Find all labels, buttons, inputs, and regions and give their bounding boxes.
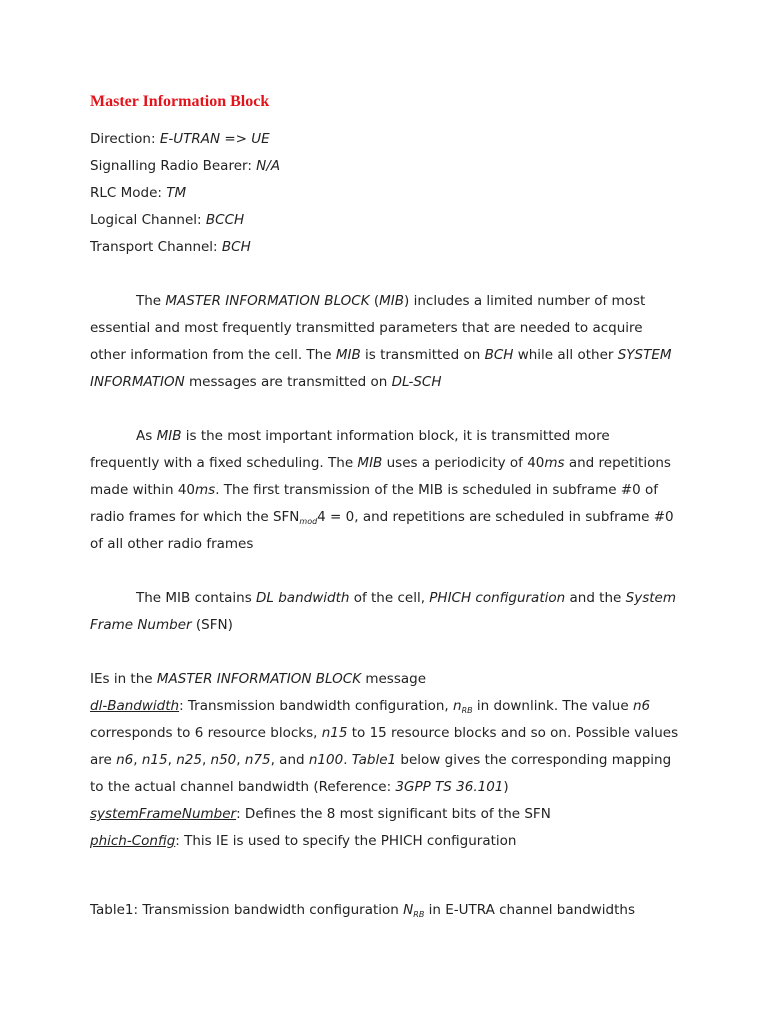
text-italic: DL-SCH bbox=[391, 374, 442, 390]
text: : Defines the 8 most significant bits of the SFN bbox=[236, 806, 551, 822]
rlc-label: RLC Mode: bbox=[90, 185, 167, 201]
text: and the bbox=[565, 590, 626, 606]
paragraph-2-line-4 bbox=[90, 508, 674, 526]
text: , and bbox=[270, 752, 309, 768]
text-italic: MIB bbox=[379, 293, 405, 309]
phich-config-link[interactable]: phich-Config bbox=[90, 833, 176, 849]
text-italic: n6 bbox=[116, 752, 134, 768]
logical-channel-line bbox=[90, 211, 244, 229]
paragraph-2-line-3 bbox=[90, 481, 658, 499]
subscript: RB bbox=[413, 910, 425, 919]
text: radio frames for which the SFN bbox=[90, 509, 300, 525]
paragraph-3-line-2 bbox=[90, 616, 233, 634]
text: frequently with a fixed scheduling. The bbox=[90, 455, 358, 471]
logical-channel-label: Logical Channel: bbox=[90, 212, 206, 228]
text: : This IE is used to specify the PHICH configuration bbox=[175, 833, 517, 849]
text: (SFN) bbox=[191, 617, 233, 633]
text: , bbox=[201, 752, 211, 768]
text: . The first transmission of the MIB is scheduled in subframe #0 of bbox=[215, 482, 659, 498]
text: The MIB contains bbox=[136, 590, 257, 606]
phich-config-line bbox=[90, 832, 516, 850]
text: is the most important information block, it is transmitted more bbox=[181, 428, 610, 444]
text: corresponds to 6 resource blocks, bbox=[90, 725, 322, 741]
system-frame-number-link[interactable]: systemFrameNumber bbox=[90, 806, 237, 822]
text-italic: 3GPP TS 36.101 bbox=[395, 779, 504, 795]
direction-label: Direction: bbox=[90, 131, 160, 147]
text: to 15 resource blocks and so on. Possible values bbox=[347, 725, 679, 741]
srb-label: Signalling Radio Bearer: bbox=[90, 158, 257, 174]
text: messages are transmitted on bbox=[184, 374, 392, 390]
srb-line bbox=[90, 157, 280, 175]
text-italic: INFORMATION bbox=[90, 374, 185, 390]
text-italic: n25 bbox=[176, 752, 202, 768]
paragraph-1-line-4 bbox=[90, 373, 442, 391]
subscript: mod bbox=[299, 517, 318, 526]
dl-bandwidth-line-4 bbox=[90, 778, 509, 796]
ies-heading bbox=[90, 670, 426, 688]
text-italic: n100 bbox=[308, 752, 344, 768]
text-italic: MASTER INFORMATION BLOCK bbox=[156, 671, 362, 687]
text-italic: PHICH configuration bbox=[429, 590, 566, 606]
text: below gives the corresponding mapping bbox=[396, 752, 672, 768]
text: while all other bbox=[513, 347, 618, 363]
text-italic: System bbox=[625, 590, 676, 606]
rlc-value: TM bbox=[166, 185, 187, 201]
transport-channel-value: BCH bbox=[221, 239, 251, 255]
text: Table1: Transmission bandwidth configuration bbox=[90, 902, 404, 918]
direction-value: E-UTRAN => UE bbox=[159, 131, 270, 147]
text-italic: Frame Number bbox=[90, 617, 192, 633]
paragraph-1-line-3 bbox=[90, 346, 672, 364]
system-frame-number-line bbox=[90, 805, 551, 823]
paragraph-2-line-1 bbox=[136, 427, 610, 445]
text-italic: Table1 bbox=[351, 752, 397, 768]
text: The bbox=[136, 293, 166, 309]
text: , bbox=[236, 752, 245, 768]
text: uses a periodicity of 40 bbox=[382, 455, 545, 471]
text-italic: MIB bbox=[357, 455, 383, 471]
text-italic: n50 bbox=[210, 752, 237, 768]
table-caption bbox=[90, 901, 635, 919]
subscript: RB bbox=[461, 706, 473, 715]
page-title: Master Information Block bbox=[90, 93, 270, 110]
text-italic: DL bandwidth bbox=[256, 590, 350, 606]
text: ) includes a limited number of most bbox=[404, 293, 646, 309]
text: is transmitted on bbox=[360, 347, 485, 363]
text: : Transmission bandwidth configuration, bbox=[179, 698, 454, 714]
paragraph-2-line-2 bbox=[90, 454, 671, 472]
text-italic: SYSTEM bbox=[617, 347, 672, 363]
transport-channel-label: Transport Channel: bbox=[90, 239, 222, 255]
text: of the cell, bbox=[349, 590, 430, 606]
srb-value: N/A bbox=[256, 158, 281, 174]
text: 4 = 0, and repetitions are scheduled in subframe #0 bbox=[317, 509, 674, 525]
dl-bandwidth-line-1 bbox=[90, 697, 650, 715]
text-italic: ms bbox=[195, 482, 216, 498]
text: to the actual channel bandwidth (Reference: bbox=[90, 779, 396, 795]
text-italic: n15 bbox=[321, 725, 348, 741]
rlc-line bbox=[90, 184, 186, 202]
text-italic: MASTER INFORMATION BLOCK bbox=[165, 293, 370, 309]
text: IEs in the bbox=[90, 671, 157, 687]
text-italic: ms bbox=[544, 455, 565, 471]
text-italic: n15 bbox=[141, 752, 168, 768]
logical-channel-value: BCCH bbox=[205, 212, 245, 228]
dl-bandwidth-line-2 bbox=[90, 724, 678, 742]
paragraph-3-line-1 bbox=[136, 589, 676, 607]
paragraph-1-line-1 bbox=[136, 292, 645, 310]
text-italic: n bbox=[453, 698, 462, 714]
dl-bandwidth-line-3 bbox=[90, 751, 671, 769]
text: message bbox=[361, 671, 427, 687]
dl-bandwidth-link[interactable]: dl-Bandwidth bbox=[90, 698, 180, 714]
paragraph-1-line-2 bbox=[90, 319, 643, 337]
text: and repetitions bbox=[564, 455, 671, 471]
text: essential and most frequently transmitted parameters that are needed to acquire bbox=[90, 320, 643, 336]
text: made within 40 bbox=[90, 482, 196, 498]
text-italic: n75 bbox=[244, 752, 271, 768]
text: ) bbox=[503, 779, 509, 795]
text: . bbox=[343, 752, 352, 768]
text: other information from the cell. The bbox=[90, 347, 336, 363]
text-italic: n6 bbox=[632, 698, 651, 714]
text-italic: N bbox=[403, 902, 414, 918]
text: of all other radio frames bbox=[90, 536, 254, 552]
text-italic: MIB bbox=[156, 428, 182, 444]
text: , bbox=[167, 752, 177, 768]
text-italic: BCH bbox=[484, 347, 514, 363]
text: in downlink. The value bbox=[472, 698, 633, 714]
transport-channel-line bbox=[90, 238, 251, 256]
text: are bbox=[90, 752, 117, 768]
paragraph-2-line-5 bbox=[90, 535, 253, 553]
text-italic: MIB bbox=[335, 347, 361, 363]
direction-line bbox=[90, 130, 270, 148]
text: , bbox=[133, 752, 142, 768]
text: in E-UTRA channel bandwidths bbox=[424, 902, 636, 918]
text: ( bbox=[369, 293, 380, 309]
text: As bbox=[136, 428, 157, 444]
